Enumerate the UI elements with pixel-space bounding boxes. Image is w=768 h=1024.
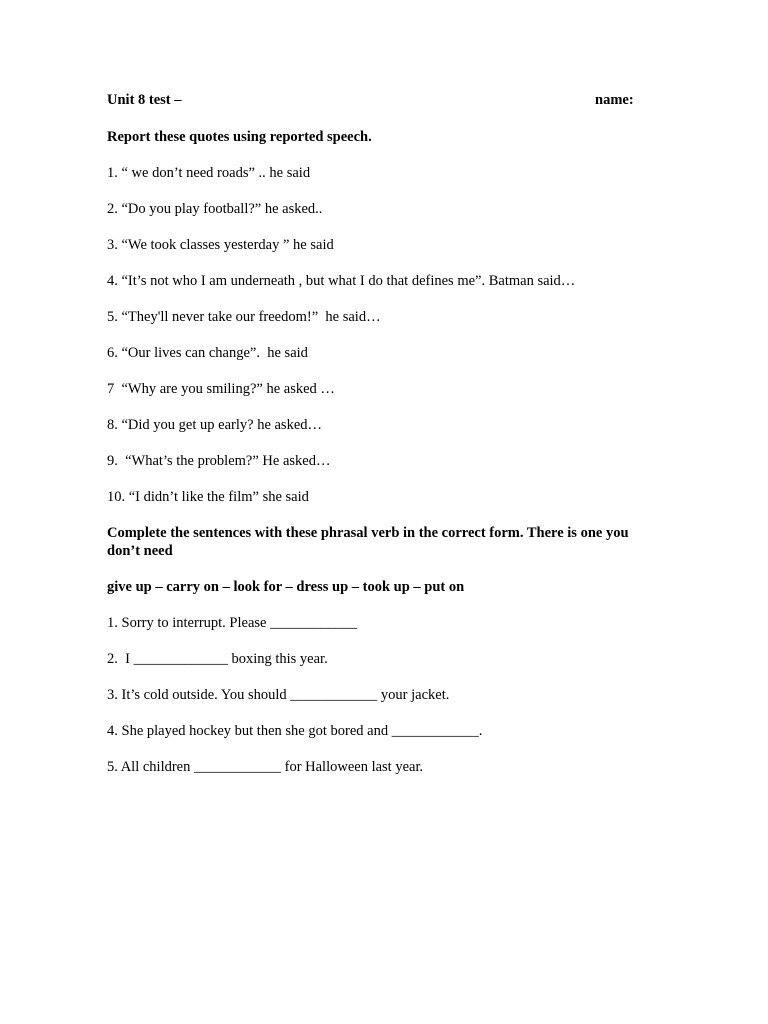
gap-item-3: 3. It’s cold outside. You should ____________ your jacket. xyxy=(107,687,450,703)
word-bank: give up – carry on – look for – dress up – took up – put on xyxy=(107,579,465,595)
gap-item-2: 2. I _____________ boxing this year. xyxy=(107,651,328,667)
quote-item-5: 5. “They'll never take our freedom!” he said… xyxy=(107,309,381,325)
test-title: Unit 8 test – xyxy=(107,92,182,108)
quote-item-4: 4. “It’s not who I am underneath , but what I do that defines me”. Batman said… xyxy=(107,273,576,289)
gap-item-1: 1. Sorry to interrupt. Please ____________ xyxy=(107,615,358,631)
worksheet-page xyxy=(107,92,657,776)
quote-item-8: 8. “Did you get up early? he asked… xyxy=(107,417,323,433)
quote-item-6: 6. “Our lives can change”. he said xyxy=(107,345,308,361)
header-row xyxy=(107,92,657,110)
quote-item-7: 7 “Why are you smiling?” he asked … xyxy=(107,381,335,397)
quote-item-3: 3. “We took classes yesterday ” he said xyxy=(107,237,334,253)
gap-item-4: 4. She played hockey but then she got bored and ____________. xyxy=(107,723,483,739)
quote-item-1: 1. “ we don’t need roads” .. he said xyxy=(107,165,311,181)
quote-item-10: 10. “I didn’t like the film” she said xyxy=(107,489,309,505)
quote-item-9: 9. “What’s the problem?” He asked… xyxy=(107,453,331,469)
name-label: name: xyxy=(595,92,634,108)
section1-instruction: Report these quotes using reported speech. xyxy=(107,129,372,145)
section2-instruction: Complete the sentences with these phrasal verb in the correct form. There is one you don’t need xyxy=(107,525,629,559)
quote-item-2: 2. “Do you play football?” he asked.. xyxy=(107,201,323,217)
gap-item-5: 5. All children ____________ for Halloween last year. xyxy=(107,759,424,775)
